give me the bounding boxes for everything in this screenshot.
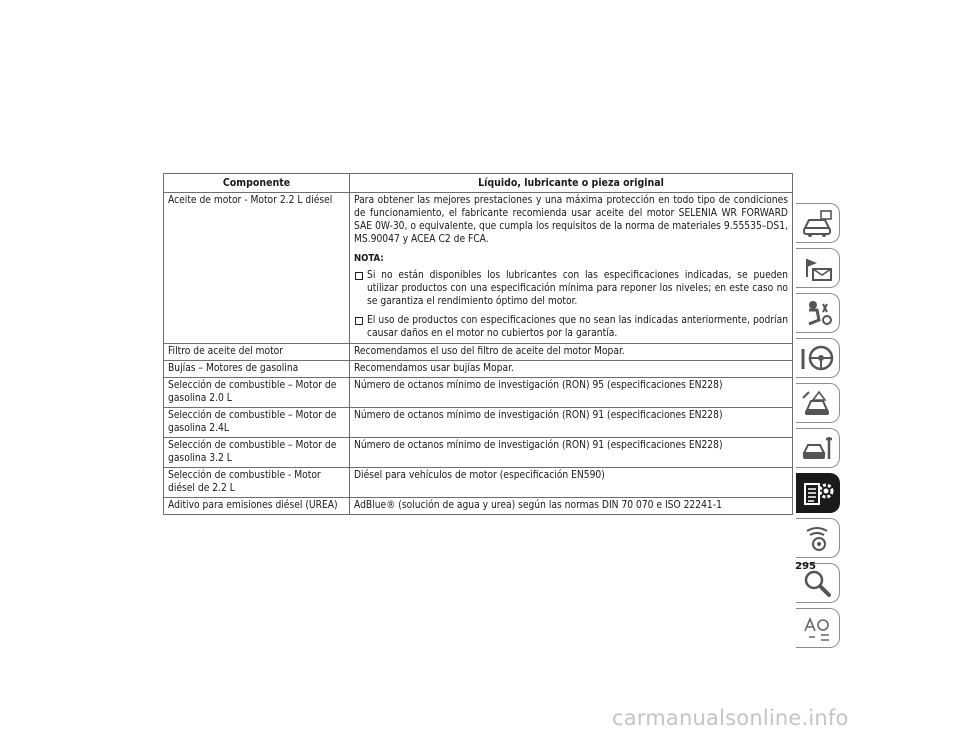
note-bullet xyxy=(354,314,788,340)
tab-languages[interactable] xyxy=(796,608,840,648)
table-row xyxy=(164,344,793,361)
table-row xyxy=(164,498,793,515)
row-component: Selección de combustible – Motor de gasolina 3.2 L xyxy=(164,438,350,468)
row-spec: AdBlue® (solución de agua y urea) según las normas DIN 70 070 e ISO 22241-1 xyxy=(350,498,793,515)
tab-driving[interactable] xyxy=(796,338,840,378)
note-bullet xyxy=(354,269,788,308)
table-row xyxy=(164,193,793,344)
row-spec: Recomendamos el uso del filtro de aceite del motor Mopar. xyxy=(350,344,793,361)
row-spec: Número de octanos mínimo de investigación (RON) 91 (especificaciones EN228) xyxy=(350,408,793,438)
table-row xyxy=(164,408,793,438)
tab-maintenance[interactable] xyxy=(796,428,840,468)
row-component: Selección de combustible – Motor de gasolina 2.4L xyxy=(164,408,350,438)
emergency-car-icon xyxy=(801,388,835,420)
header-component: Componente xyxy=(164,174,350,193)
car-wrench-icon xyxy=(801,433,835,465)
note-bullet-text: El uso de productos con especificaciones que no sean las indicadas anteriormente, podrían causar daños en el motor no cubiertos por la garantía. xyxy=(367,315,788,339)
vehicle-info-icon xyxy=(801,208,835,240)
table-row xyxy=(164,438,793,468)
header-fluid: Líquido, lubricante o pieza original xyxy=(350,174,793,193)
table-row xyxy=(164,361,793,378)
row-spec: Diésel para vehículos de motor (especificación EN590) xyxy=(350,468,793,498)
watermark: carmanualsonline.info xyxy=(612,706,849,730)
row-component: Filtro de aceite del motor xyxy=(164,344,350,361)
note-label: NOTA: xyxy=(354,253,384,264)
checkbox-bullet-icon xyxy=(355,272,363,280)
specifications-gear-icon xyxy=(801,478,835,510)
table-row xyxy=(164,468,793,498)
row-spec xyxy=(350,193,793,344)
row-spec: Número de octanos mínimo de investigación (RON) 95 (especificaciones EN228) xyxy=(350,378,793,408)
steering-wheel-icon xyxy=(801,343,835,375)
tab-airbag[interactable] xyxy=(796,293,840,333)
multimedia-icon xyxy=(801,523,835,555)
tab-multimedia[interactable] xyxy=(796,518,840,558)
magnifier-icon xyxy=(801,568,835,600)
fluids-table xyxy=(163,173,793,515)
tab-safety[interactable] xyxy=(796,248,840,288)
row-component: Aceite de motor - Motor 2.2 L diésel xyxy=(164,193,350,344)
row-component: Selección de combustible – Motor de gasolina 2.0 L xyxy=(164,378,350,408)
row-component: Bujías – Motores de gasolina xyxy=(164,361,350,378)
row-component: Selección de combustible - Motor diésel de 2.2 L xyxy=(164,468,350,498)
safety-mail-icon xyxy=(801,253,835,285)
note-bullet-text: Si no están disponibles los lubricantes con las especificaciones indicadas, se pueden utilizar productos con una especificación mínima para reponer los niveles; en este caso no se garantiza el rendimiento óptimo del motor. xyxy=(367,270,788,307)
tab-vehicle-info[interactable] xyxy=(796,203,840,243)
table-header-row xyxy=(164,174,793,193)
table-row xyxy=(164,378,793,408)
row-spec: Recomendamos usar bujías Mopar. xyxy=(350,361,793,378)
language-index-icon xyxy=(801,613,835,645)
tab-specifications[interactable] xyxy=(796,473,840,513)
checkbox-bullet-icon xyxy=(355,317,363,325)
oil-recommendation-text: Para obtener las mejores prestaciones y una máxima protección en todo tipo de condiciones de funcionamiento, el fabricante recomienda usar aceite del motor SELENIA WR FORWARD SAE 0W-30, o equivalente, que cumpla los requisitos de la norma de materiales 9.55535–DS1, MS.90047 y ACEA C2 de FCA. xyxy=(354,195,788,245)
tab-emergency[interactable] xyxy=(796,383,840,423)
page-number: 295 xyxy=(795,561,816,572)
airbag-person-icon xyxy=(801,298,835,330)
row-spec: Número de octanos mínimo de investigación (RON) 91 (especificaciones EN228) xyxy=(350,438,793,468)
row-component: Aditivo para emisiones diésel (UREA) xyxy=(164,498,350,515)
